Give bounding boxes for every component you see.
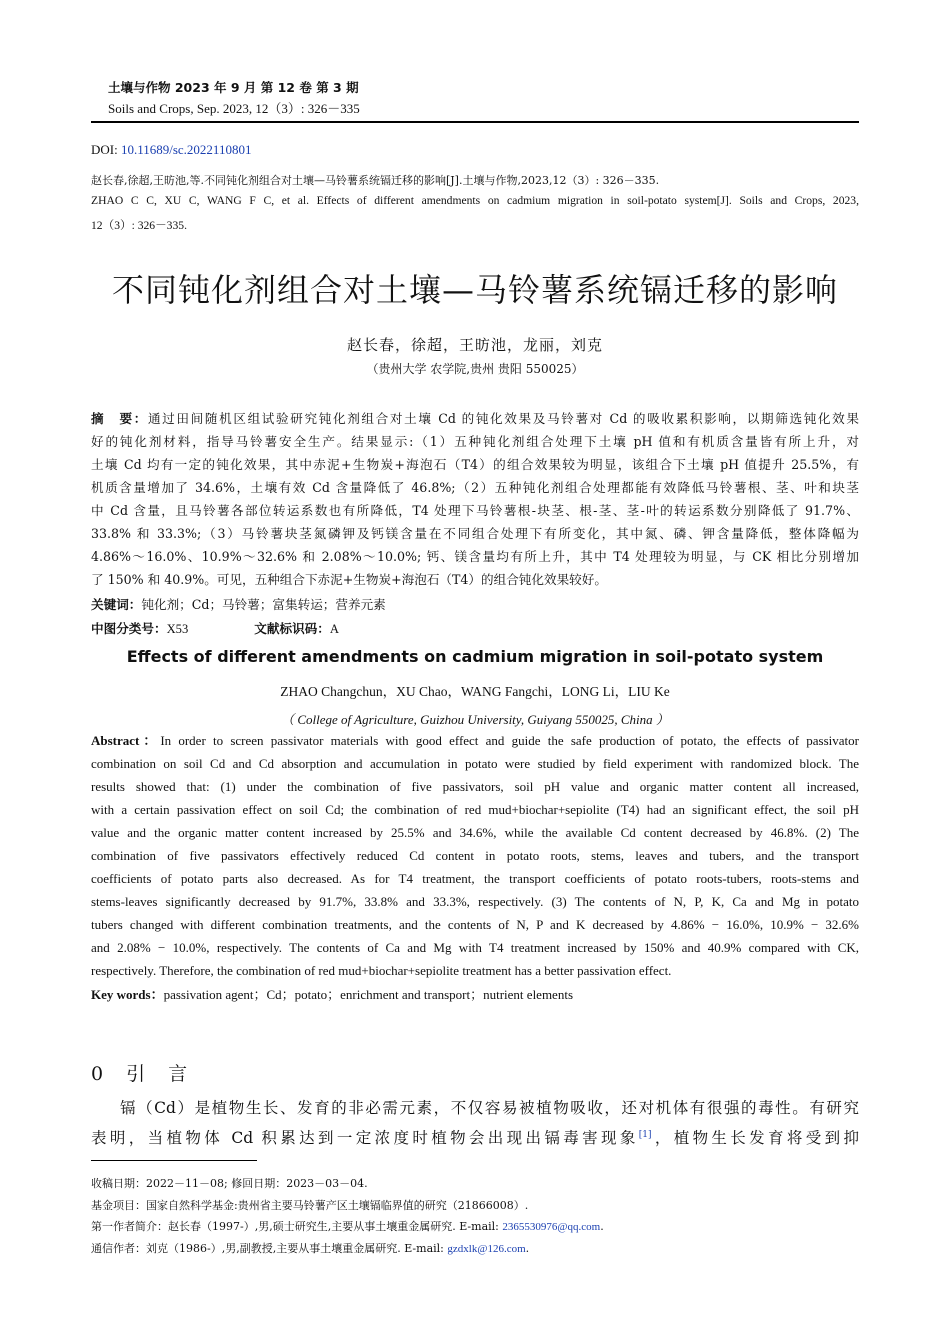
reference-link[interactable]: [1] — [638, 1130, 652, 1140]
journal-header-cn: 土壤与作物 2023 年 9 月 第 12 卷 第 3 期 — [108, 80, 359, 95]
keywords-en — [91, 987, 859, 1003]
authors-cn: 赵长春，徐超，王昉池，龙丽，刘克 — [346, 336, 603, 354]
clc-value: X53 — [166, 622, 189, 636]
abstract-en-line: tubers changed with different combination treatments, and the contents of N, P and K decreased by 4.86% − 16.0%, 10.9% − 32.6% — [91, 917, 859, 932]
keywords-en-value: passivation agent；Cd；potato；enrichment and transport；nutrient elements — [163, 987, 573, 1002]
abstract-cn-line: 4.86%～16.0%、10.9%～32.6% 和 2.08%～10.0%; 钙、镁含量均有所上升，其中 T4 处理较为明显，与 CK 相比分别增加 — [91, 549, 859, 564]
abstract-cn-line: 33.8% 和 33.3%;（3）马铃薯块茎氮磷钾及钙镁含量在不同组合处理下有所变化，其中氮、磷、钾含量降低，整体降幅为 — [91, 526, 859, 541]
keywords-cn-label: 关键词： — [91, 597, 142, 612]
header-rule — [91, 121, 859, 123]
doi-link[interactable]: 10.11689/sc.2022110801 — [120, 142, 252, 157]
keywords-en-label: Key words： — [91, 987, 164, 1002]
abstract-en-line: respectively. Therefore, the combination of red mud+biochar+sepiolite treatment has a better passivation effect. — [91, 963, 672, 978]
abstract-en-line: coefficients of potato parts also decreased. As for T4 treatment, the transport coefficients of potato roots-tubers, roots-stems and — [91, 871, 859, 886]
abstract-en-line: combination of five passivators effectively reduced Cd content in potato roots, stems, leaves and tubers, and the transport — [91, 848, 859, 863]
footnote-fund: 基金项目：国家自然科学基金:贵州省主要马铃薯产区土壤镉临界值的研究（21866008）. — [91, 1199, 529, 1212]
affiliation-cn: （贵州大学 农学院,贵州 贵阳 550025） — [366, 362, 584, 376]
abstract-cn-label: 摘 要： — [91, 411, 148, 426]
clc-label: 中图分类号： — [91, 621, 167, 636]
footnote-rule — [91, 1160, 257, 1161]
citation-en-line1: ZHAO C C, XU C, WANG F C, et al. Effects of different amendments on cadmium migration in soil-potato system[J]. Soils and Crops, 2023, — [91, 194, 859, 207]
abstract-cn-line: 摘 要：通过田间随机区组试验研究钝化剂组合对土壤 Cd 的钝化效果及马铃薯对 Cd 的吸收累积影响，以期筛选钝化效果 — [91, 411, 859, 426]
abstract-cn-line: 了 150% 和 40.9%。可见，五种组合下赤泥+生物炭+海泡石（T4）的组合钝化效果较好。 — [91, 572, 607, 587]
intro-paragraph-line2: 表明，当植物体 Cd 积累达到一定浓度时植物会出现出镉毒害现象[1]，植物生长发育将受到抑 — [91, 1129, 859, 1148]
classification-line — [91, 621, 859, 637]
abstract-cn-line: 中 Cd 含量，且马铃薯各部位转运系数也有所降低，T4 处理下马铃薯根-块茎、根-茎、茎-叶的转运系数分别降低了 91.7%、 — [91, 503, 859, 518]
abstract-en-label: Abstract： — [91, 733, 161, 748]
page-title-cn: 不同钝化剂组合对土壤—马铃薯系统镉迁移的影响 — [111, 271, 838, 309]
intro-paragraph-line1: 镉（Cd）是植物生长、发育的非必需元素，不仅容易被植物吸收，还对机体有很强的毒性。有研究 — [120, 1099, 859, 1117]
journal-header-en: Soils and Crops, Sep. 2023, 12（3）: 326－335 — [108, 101, 360, 116]
citation-en-line2: 12（3）: 326－335. — [91, 219, 187, 232]
keywords-cn — [91, 597, 859, 613]
doi-line — [91, 142, 251, 158]
affiliation-en: （ College of Agriculture, Guizhou University, Guiyang 550025, China ） — [281, 712, 669, 727]
keywords-cn-value: 钝化剂；Cd；马铃薯；富集转运；营养元素 — [141, 597, 386, 612]
section-heading-intro: 0 引 言 — [91, 1063, 190, 1085]
footnote-first-author: 第一作者简介：赵长春（1997-）,男,硕士研究生,主要从事土壤重金属研究. E-mail: 2365530976@qq.com. — [91, 1220, 604, 1233]
footnote-corresponding: 通信作者：刘克（1986-）,男,副教授,主要从事土壤重金属研究. E-mail: gzdxlk@126.com. — [91, 1242, 530, 1255]
citation-cn: 赵长春,徐超,王昉池,等.不同钝化剂组合对土壤—马铃薯系统镉迁移的影响[J].土壤与作物,2023,12（3）: 326－335. — [91, 174, 660, 187]
authors-en: ZHAO Changchun，XU Chao，WANG Fangchi，LONG Li，LIU Ke — [280, 684, 670, 699]
abstract-en-line: stems-leaves significantly decreased by 91.7%, 33.8% and 33.3%, respectively. (3) The contents of N, P, K, Ca and Mg in potato — [91, 894, 859, 909]
doc-code-value: A — [329, 622, 339, 636]
doi-label: DOI: — [91, 142, 118, 157]
abstract-en-line: with a certain passivation effect on soil Cd; the combination of red mud+biochar+sepiolite (T4) had an significant effect, the soil pH — [91, 802, 859, 817]
abstract-en-line: Abstract：In order to screen passivator materials with good effect and guide the safe production of potato, the effects of passivator — [91, 733, 859, 748]
abstract-en-line: results showed that: (1) under the combination of five passivators, soil pH value and organic matter content all increased, — [91, 779, 859, 794]
abstract-en-line: value and the organic matter content increased by 25.5% and 34.6%, while the available Cd content decreased by 46.8%. (2) The — [91, 825, 859, 840]
abstract-cn-line: 机质含量增加了 34.6%，土壤有效 Cd 含量降低了 46.8%;（2）五种钝化剂组合处理都能有效降低马铃薯根、茎、叶和块茎 — [91, 480, 859, 495]
abstract-cn-line: 好的钝化剂材料，指导马铃薯安全生产。结果显示:（1）五种钝化剂组合处理下土壤 pH 值和有机质含量皆有所上升，对 — [91, 434, 859, 449]
abstract-en-line: combination on soil Cd and Cd absorption and accumulation in potato were studied by field experiment with randomized block. The — [91, 756, 859, 771]
doc-code-label: 文献标识码： — [254, 621, 330, 636]
abstract-cn-line: 土壤 Cd 均有一定的钝化效果，其中赤泥+生物炭+海泡石（T4）的组合效果较为明显，该组合下土壤 pH 值提升 25.5%，有 — [91, 457, 859, 472]
footnote-received: 收稿日期：2022－11－08; 修回日期：2023－03－04. — [91, 1177, 368, 1190]
corresponding-email-link[interactable]: gzdxlk@126.com — [447, 1243, 526, 1255]
abstract-en-line: and 2.08% − 10.0%, respectively. The contents of Ca and Mg with T4 treatment increased by 150% and 40.9% compared with CK, — [91, 940, 859, 955]
first-author-email-link[interactable]: 2365530976@qq.com — [502, 1221, 601, 1233]
page-title-en: Effects of different amendments on cadmium migration in soil-potato system — [126, 647, 824, 666]
